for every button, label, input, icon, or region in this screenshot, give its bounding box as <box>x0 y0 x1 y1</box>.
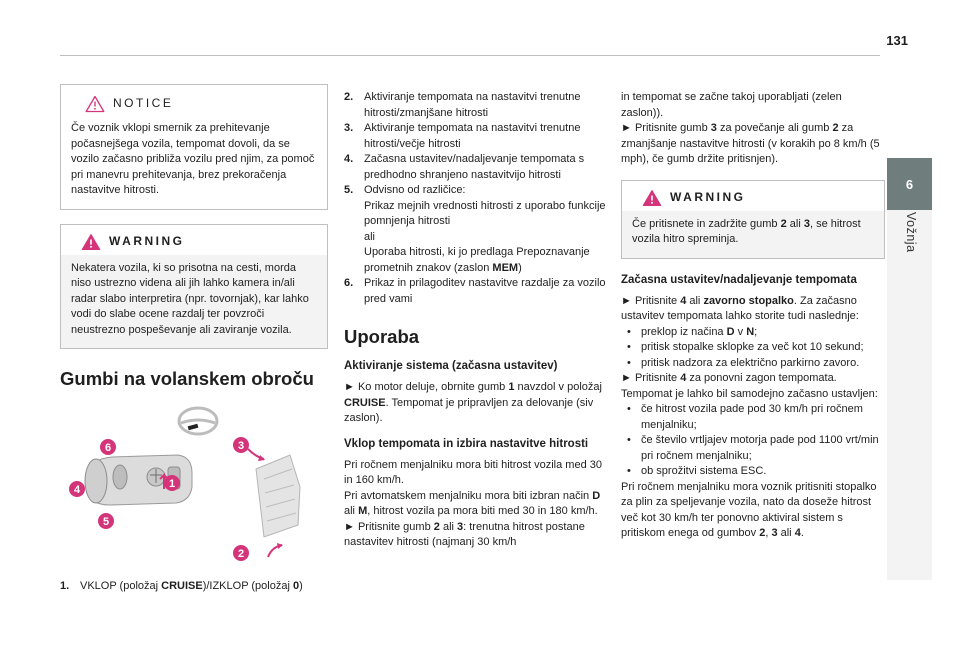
list-item: • pritisk stopalke sklopke za več kot 10 sekund; <box>627 341 864 353</box>
list-text: VKLOP (položaj CRUISE)/IZKLOP (položaj 0) <box>80 580 303 592</box>
warning-box-2 <box>621 180 885 259</box>
svg-text:4: 4 <box>73 484 81 496</box>
list-number: 1. <box>60 580 70 592</box>
warning-header <box>61 225 327 255</box>
bullet-list-auto-pause <box>621 402 885 480</box>
column-3 <box>621 90 885 542</box>
paragraph-activation: ► Ko motor deluje, obrnite gumb 1 navzdol v položaj CRUISE. Tempomat je pripravljen za delovanje (siv zaslon). <box>344 381 602 424</box>
warning-title: WARNING <box>109 233 185 248</box>
chapter-strip <box>887 210 932 580</box>
page-number: 131 <box>886 33 908 48</box>
callout-1 <box>164 475 180 491</box>
warning-text-2: Če pritisnete in zadržite gumb 2 ali 3, se hitrost vozila hitro spreminja. <box>632 217 861 245</box>
paragraph-automatic: Pri avtomatskem menjalniku mora biti izbran način D ali M, hitrost vozila pa mora biti med 30 in 180 km/h. <box>344 489 601 517</box>
section-heading-usage: Uporaba <box>344 326 420 347</box>
list-item-5: 5. Odvisno od različice: Prikaz mejnih vrednosti hitrosti z uporabo funkcije pomnjenja hitrosti ali Uporaba hitrosti, ki jo predlaga Prepoznavanje prometnih znakov (zaslon MEM) <box>344 184 606 274</box>
paragraph-adjust-speed: ► Pritisnite gumb 3 za povečanje ali gumb 2 za zmanjšanje nastavitve hitrosti (v korakih po 8 km/h (5 mph), če gumb držite pritisnjen). <box>621 122 880 165</box>
list-item-3: 3. Aktiviranje tempomata na nastavitvi trenutne hitrosti/večje hitrosti <box>344 122 581 150</box>
svg-text:5: 5 <box>102 516 110 528</box>
bullet-list-pause <box>621 325 885 372</box>
callout-5 <box>98 513 114 529</box>
paragraph-pause: ► Pritisnite 4 ali zavorno stopalko. Za začasno ustavitev tempomata lahko storite tudi naslednje: <box>621 294 859 322</box>
list-item-1 <box>60 579 328 595</box>
subheading-pause-resume: Začasna ustavitev/nadaljevanje tempomata <box>621 273 857 286</box>
notice-triangle-icon <box>85 95 105 113</box>
list-item: • preklop iz načina D v N; <box>627 325 758 338</box>
paragraph-press-button: ► Pritisnite gumb 2 ali 3: trenutna hitrost postane nastavitev hitrosti (najmanj 30 km/h <box>344 520 585 548</box>
column-2 <box>344 90 606 551</box>
notice-title: NOTICE <box>113 96 174 111</box>
notice-text: Če voznik vklopi smernik za prehitevanje počasnejšega vozila, tempomat dovoli, da se vozilo začasno približa vozilu pred njim, za pomoč pri manevru prehitevanja, brez prekoračenja nastavitve hitrosti. <box>71 122 315 196</box>
callout-3 <box>233 437 249 453</box>
svg-text:6: 6 <box>104 442 112 454</box>
list-item-4: 4. Začasna ustavitev/nadaljevanje tempomata s predhodno shranjeno nastavitvijo hitrosti <box>344 153 585 181</box>
warning-title-2: WARNING <box>670 189 746 204</box>
paragraph-restart: ► Pritisnite 4 za ponovni zagon tempomata. <box>621 372 837 384</box>
svg-text:1: 1 <box>168 478 176 490</box>
chapter-tab[interactable]: 6 <box>887 158 932 210</box>
warning-box <box>60 224 328 350</box>
warning-text: Nekatera vozila, ki so prisotna na cesti, morda niso ustrezno videna ali jih lahko kamera in/ali radar slabo interpretira (npr. tovornjak), kar lahko vodi do slabe ocene razdalj ter povzroči neustrezno pospeševanje ali zaviranje vozila. <box>71 261 309 336</box>
list-item: • če hitrost vozila pade pod 30 km/h pri ročnem menjalniku; <box>627 403 863 431</box>
callout-6 <box>100 439 116 455</box>
callout-2 <box>233 545 249 561</box>
chapter-title: Vožnja <box>904 212 918 253</box>
warning-triangle-icon <box>642 189 662 207</box>
list-item: • pritisk nadzora za električno parkirno zavoro. <box>627 356 860 369</box>
svg-text:3: 3 <box>237 440 245 452</box>
section-heading: Gumbi na volanskem obroču <box>60 368 314 389</box>
steering-controls-illustration <box>60 397 328 567</box>
paragraph-manual: Pri ročnem menjalniku mora biti hitrost vozila med 30 in 160 km/h. <box>344 458 602 486</box>
subheading-activation: Aktiviranje sistema (začasna ustavitev) <box>344 360 558 372</box>
header-rule <box>60 55 880 56</box>
paragraph-manual-reactivate: Pri ročnem menjalniku mora voznik pritisniti stopalko za plin za speljevanje vozila, nato da doseže hitrost več kot 30 km/h ter ponovno aktiviral sistem s pritiskom enega od gumbov 2, 3 ali 4. <box>621 480 877 539</box>
steering-wheel-icon <box>179 408 217 434</box>
callout-4 <box>69 481 85 497</box>
paragraph-auto-pause: Tempomat je lahko bil samodejno začasno ustavljen: <box>621 387 878 400</box>
list-item: • ob sprožitvi sistema ESC. <box>627 465 767 477</box>
notice-header <box>71 93 317 115</box>
subheading-speed-setting: Vklop tempomata in izbira nastavitve hitrosti <box>344 437 589 450</box>
steering-controls-figure <box>60 397 328 567</box>
warning-header-2 <box>622 181 884 211</box>
list-item: • če število vrtljajev motorja pade pod 1100 vrt/min pri ročnem menjalniku; <box>627 434 879 462</box>
list-item-6: 6. Prikaz in prilagoditev nastavitve razdalje za vozilo pred vami <box>344 277 606 305</box>
paragraph-continued: in tempomat se začne takoj uporabljati (zelen zaslon)). <box>621 91 842 119</box>
warning-triangle-icon <box>81 233 101 251</box>
notice-box <box>60 84 328 210</box>
svg-text:2: 2 <box>237 548 245 560</box>
list-item-2: 2. Aktiviranje tempomata na nastavitvi trenutne hitrosti/zmanjšane hitrosti <box>344 91 581 119</box>
column-1 <box>60 84 328 595</box>
